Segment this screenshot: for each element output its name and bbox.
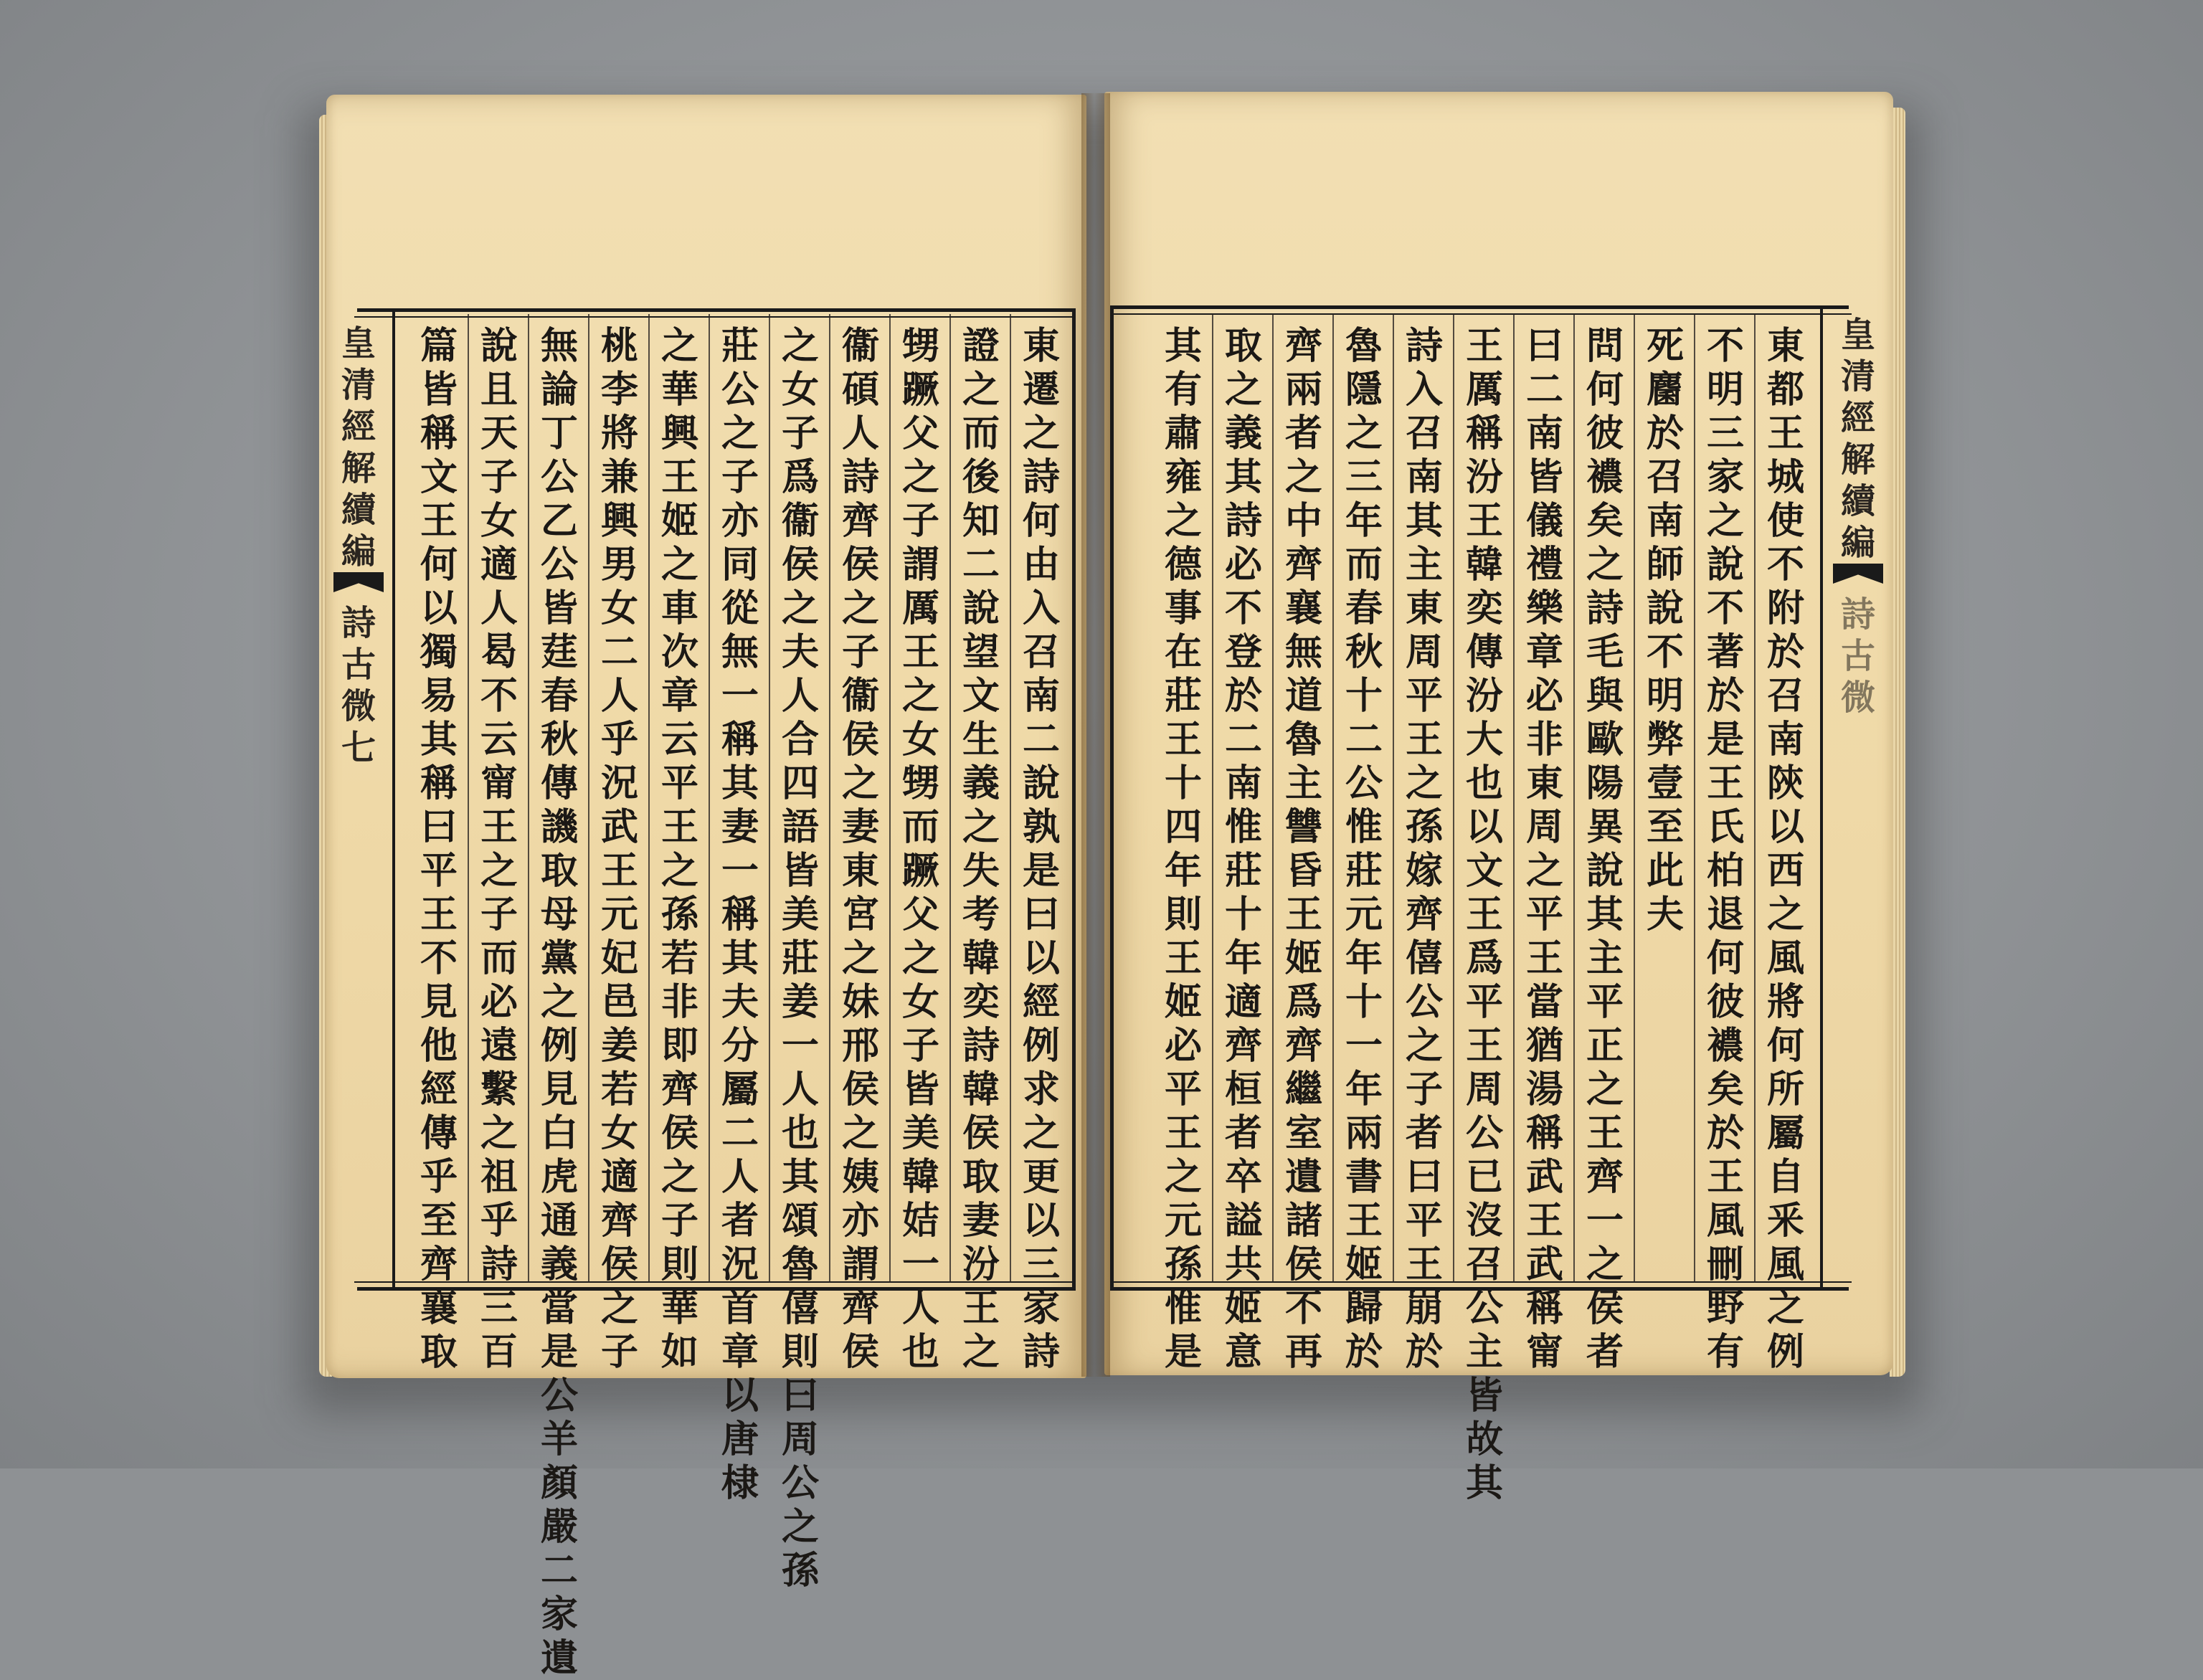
column-rule — [1634, 314, 1635, 1282]
column-rule — [1212, 314, 1213, 1282]
column-rule — [1332, 314, 1334, 1282]
text-column: 曰 二 南 皆 儀 禮 樂 章 必 非 東 周 之 平 王 當 猶 湯 稱 武 王 武 稱 甯 — [1525, 324, 1563, 1374]
column-rule — [1453, 314, 1454, 1282]
right-banner-title: 皇 清 經 解 續 編 — [1840, 315, 1875, 563]
text-column: 篇 皆 稱 文 王 何 以 獨 易 其 稱 曰 平 王 不 見 他 經 傳 乎 至 齊 襄 取 — [420, 324, 458, 1374]
text-column: 死 麕 於 召 南 師 說 不 明 弊 壹 至 此 夫 — [1646, 324, 1684, 936]
column-rule — [829, 314, 830, 1282]
column-rule — [1272, 314, 1274, 1282]
column-rule — [949, 314, 951, 1282]
left-banner-title: 皇 清 經 解 續 編 — [341, 323, 376, 571]
column-rule — [1754, 314, 1756, 1282]
text-column: 之 華 興 王 姬 之 車 次 章 云 平 王 之 孫 若 非 即 齊 侯 之 子 則 華 如 — [660, 324, 698, 1374]
column-rule — [1513, 314, 1515, 1282]
text-column: 詩 入 召 南 其 主 東 周 平 王 之 孫 嫁 齊 僖 公 之 子 者 曰 平 王 崩 於 — [1405, 324, 1443, 1374]
column-rule — [1393, 314, 1394, 1282]
left-banner-column — [326, 308, 395, 1291]
text-column: 無 論 丁 公 乙 公 皆 莛 春 秋 傳 譏 取 母 黨 之 例 見 白 虎 通 義 當 是 公 羊 顏 嚴 二 家 遺 — [540, 324, 578, 1680]
text-column: 衞 碩 人 詩 齊 侯 之 子 衞 侯 之 妻 東 宮 之 妹 邢 侯 之 姨 亦 謂 齊 侯 — [841, 324, 879, 1374]
text-column: 問 何 彼 襛 矣 之 詩 毛 與 歐 陽 異 說 其 主 平 正 之 王 齊 一 之 侯 者 — [1586, 324, 1624, 1374]
text-column: 其 有 肅 雍 之 德 事 在 莊 王 十 四 年 則 王 姬 必 平 王 之 元 孫 惟 是 — [1164, 324, 1202, 1374]
text-column: 不 明 三 家 之 說 不 著 於 是 王 氏 柏 退 何 彼 襛 矣 於 王 風 刪 野 有 — [1706, 324, 1744, 1374]
fishtail-mark — [333, 572, 384, 592]
left-banner-section: 詩 古 微 七 — [341, 603, 376, 768]
text-column: 莊 公 之 子 亦 同 從 無 一 稱 其 妻 一 稱 其 夫 分 屬 二 人 者 況 首 章 以 唐 棣 — [721, 324, 759, 1505]
fishtail-mark — [1833, 564, 1883, 584]
text-column: 魯 隱 之 三 年 而 春 秋 十 二 公 惟 莊 元 年 十 一 年 兩 書 王 姬 歸 於 — [1345, 324, 1383, 1374]
column-rule — [528, 314, 529, 1282]
book-gutter — [1081, 93, 1110, 1377]
text-column: 桃 李 將 兼 興 男 女 二 人 乎 況 武 王 元 妃 邑 姜 若 女 適 齊 侯 之 子 — [600, 324, 638, 1374]
column-rule — [1694, 314, 1695, 1282]
text-column: 證 之 而 後 知 二 說 望 文 生 義 之 失 考 韓 奕 詩 韓 侯 取 妻 汾 王 之 — [962, 324, 1000, 1374]
text-column: 之 女 子 爲 衞 侯 之 夫 人 合 四 語 皆 美 莊 姜 一 人 也 其 頌 魯 僖 則 曰 周 公 之 孫 — [781, 324, 819, 1593]
text-column: 東 遷 之 詩 何 由 入 召 南 二 說 孰 是 曰 以 經 例 求 之 更 以 三 家 詩 — [1022, 324, 1060, 1374]
column-rule — [648, 314, 650, 1282]
text-column: 取 之 義 其 詩 必 不 登 於 二 南 惟 莊 十 年 適 齊 桓 者 卒 謚 共 姬 意 — [1224, 324, 1262, 1374]
text-column: 東 都 王 城 使 不 附 於 召 南 陝 以 西 之 風 將 何 所 屬 自 釆 風 之 例 — [1766, 324, 1804, 1374]
text-column: 甥 蹶 父 之 子 謂 厲 王 之 女 甥 而 蹶 父 之 女 子 皆 美 韓 姞 一 人 也 — [901, 324, 939, 1374]
text-column: 王 厲 稱 汾 王 韓 奕 傳 汾 大 也 以 文 王 爲 平 王 周 公 已 沒 召 公 主 皆 故 其 — [1465, 324, 1503, 1505]
text-column: 說 且 天 子 女 適 人 曷 不 云 甯 王 之 子 而 必 遠 繫 之 祖 乎 詩 三 百 — [480, 324, 518, 1374]
column-rule — [709, 314, 710, 1282]
text-column: 齊 兩 者 之 中 齊 襄 無 道 魯 主 讐 昏 王 姬 爲 齊 繼 室 遺 諸 侯 不 再 — [1284, 324, 1322, 1374]
column-rule — [1010, 314, 1011, 1282]
column-rule — [769, 314, 770, 1282]
right-banner-section: 詩 古 微 — [1840, 594, 1875, 718]
column-rule — [588, 314, 589, 1282]
column-rule — [889, 314, 891, 1282]
column-rule — [468, 314, 469, 1282]
right-banner-column — [1820, 308, 1889, 1291]
column-rule — [1573, 314, 1575, 1282]
